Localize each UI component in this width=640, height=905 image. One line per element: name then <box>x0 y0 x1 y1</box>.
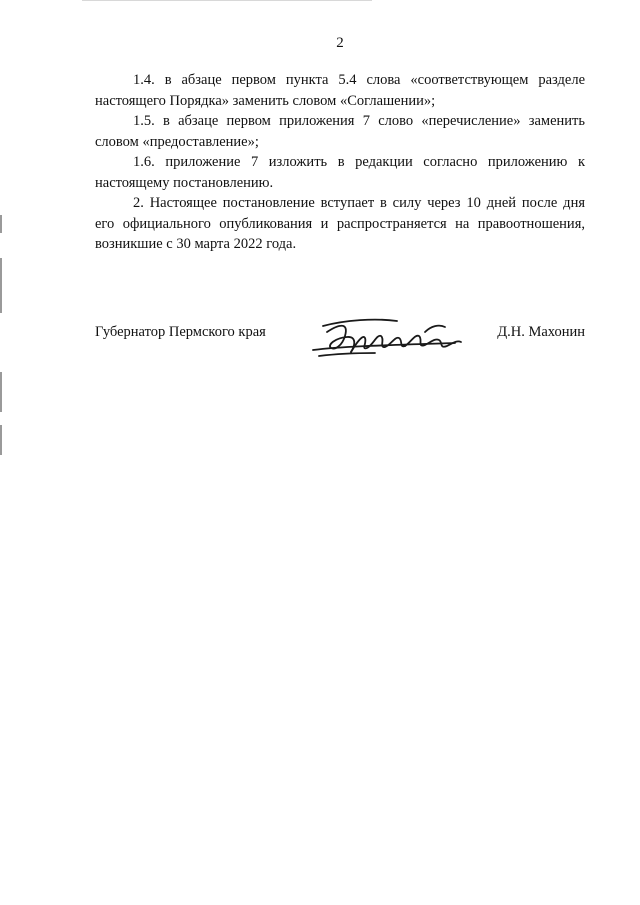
handwritten-signature-icon <box>305 312 470 362</box>
scan-margin-mark <box>0 258 2 313</box>
signer-name: Д.Н. Махонин <box>497 324 585 340</box>
paragraph-1-6: 1.6. приложение 7 изложить в редакции согласно приложению к настоящему постановлению. <box>95 154 585 191</box>
signer-position: Губернатор Пермского края <box>95 324 266 340</box>
scan-margin-mark <box>0 425 2 455</box>
paragraph-2: 2. Настоящее постановление вступает в силу через 10 дней после дня его официального опубликования и распространяется на правоотношения, возникшие с 30 марта 2022 года. <box>95 195 585 252</box>
paragraph-1-4: 1.4. в абзаце первом пункта 5.4 слова «соответствующем разделе настоящего Порядка» заменить словом «Соглашении»; <box>95 72 585 109</box>
scan-margin-mark <box>0 215 2 233</box>
signature-block <box>95 312 585 372</box>
paragraph-1-5: 1.5. в абзаце первом приложения 7 слово «перечисление» заменить словом «предоставление»; <box>95 113 585 150</box>
scan-margin-mark <box>0 372 2 412</box>
scan-edge-line <box>82 0 372 1</box>
page-number: 2 <box>336 35 344 51</box>
document-body <box>95 70 585 255</box>
